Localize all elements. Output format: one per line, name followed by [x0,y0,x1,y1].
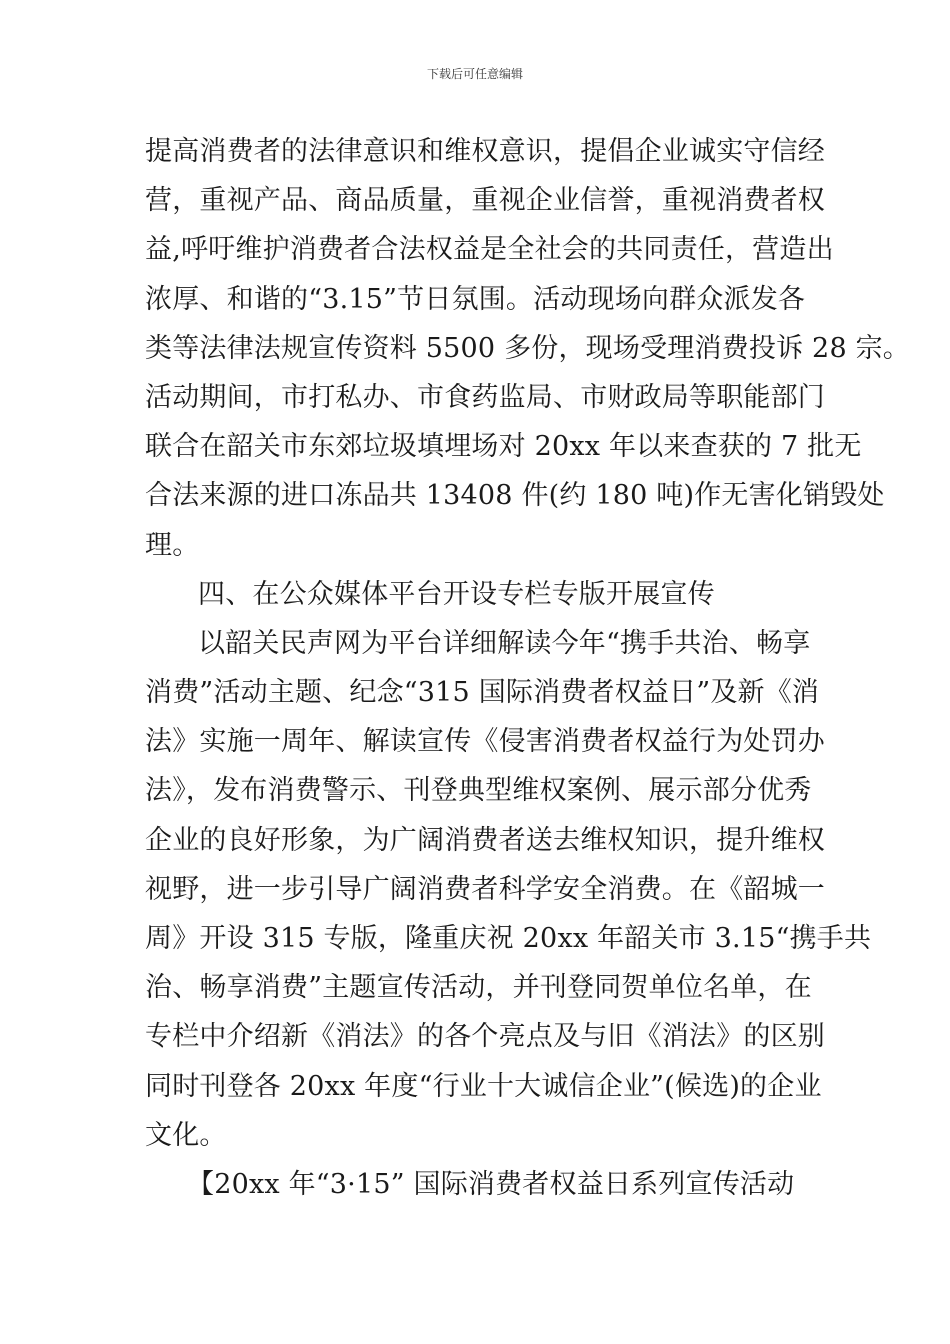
paragraph-line: 类等法律法规宣传资料 5500 多份，现场受理消费投诉 28 宗。 [145,332,910,364]
paragraph-line: 合法来源的进口冻品共 13408 件(约 180 吨)作无害化销毁处 [145,480,885,512]
paragraph-line: 营，重视产品、商品质量，重视企业信誉，重视消费者权 [145,185,825,217]
paragraph-line: 法》实施一周年、解读宣传《侵害消费者权益行为处罚办 [145,726,825,758]
paragraph-line: 活动期间，市打私办、市食药监局、市财政局等职能部门 [145,381,825,413]
paragraph-line: 周》开设 315 专版，隆重庆祝 20xx 年韶关市 3.15“携手共 [145,923,872,954]
paragraph-line: 企业的良好形象，为广阔消费者送去维权知识，提升维权 [145,824,825,856]
header-note: 下载后可任意编辑 [426,67,523,81]
paragraph-line: 以韶关民声网为平台详细解读今年“携手共治、畅享 [198,627,811,659]
paragraph-line: 理。 [145,529,200,561]
paragraph-line: 联合在韶关市东郊垃圾填埋场对 20xx 年以来查获的 7 批无 [145,431,862,463]
paragraph-line: 专栏中介绍新《消法》的各个亮点及与旧《消法》的区别 [145,1021,825,1053]
section-heading: 四、在公众媒体平台开设专栏专版开展宣传 [198,578,715,610]
subsection-title: 【20xx 年“3·15” 国际消费者权益日系列宣传活动 [187,1168,795,1200]
document-body [145,127,910,1209]
paragraph-line: 消费”活动主题、纪念“315 国际消费者权益日”及新《消 [145,677,820,709]
paragraph-line: 同时刊登各 20xx 年度“行业十大诚信企业”(候选)的企业 [145,1070,822,1102]
paragraph-line: 视野，进一步引导广阔消费者科学安全消费。在《韶城一 [145,873,825,905]
paragraph-line: 治、畅享消费”主题宣传活动，并刊登同贺单位名单，在 [145,972,812,1004]
paragraph-line: 浓厚、和谐的“3.15”节日氛围。活动现场向群众派发各 [145,283,806,315]
paragraph-line: 文化。 [145,1119,227,1151]
paragraph-line: 法》，发布消费警示、刊登典型维权案例、展示部分优秀 [145,775,812,807]
paragraph-line: 益,呼吁维护消费者合法权益是全社会的共同责任，营造出 [145,234,834,266]
paragraph-line: 提高消费者的法律意识和维权意识，提倡企业诚实守信经 [145,136,825,167]
